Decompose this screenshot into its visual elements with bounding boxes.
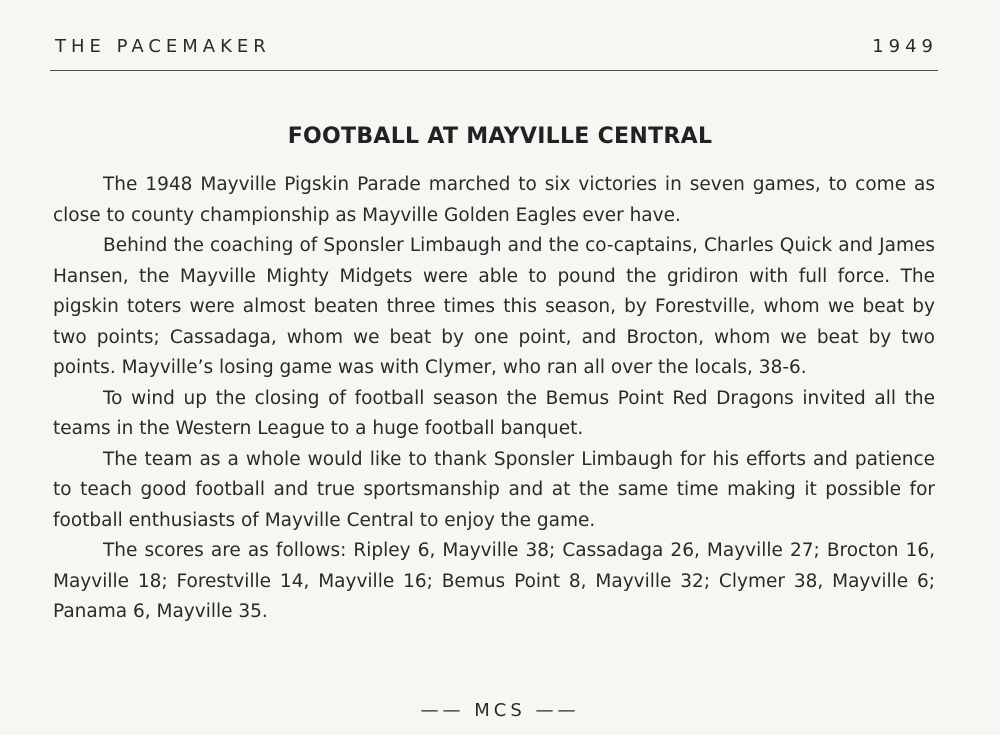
publication-name: THE PACEMAKER xyxy=(55,36,271,57)
header-divider xyxy=(50,70,938,71)
article-title: FOOTBALL AT MAYVILLE CENTRAL xyxy=(287,124,713,149)
page-footer: —— MCS —— xyxy=(420,700,580,721)
page-header xyxy=(55,36,938,62)
article-body xyxy=(53,170,935,628)
paragraph-banquet: To wind up the closing of football season the Bemus Point Red Dragons invited all the teams in the Western League to a huge football banquet. xyxy=(53,387,935,439)
paragraph-thanks: The team as a whole would like to thank Sponsler Limbaugh for his efforts and patience to teach good football and true sportsmanship and at the same time making it possible for football enthusiasts of Mayville Central to enjoy the game. xyxy=(53,448,935,531)
paragraph-coaching: Behind the coaching of Sponsler Limbaugh and the co-captains, Charles Quick and James Hansen, the Mayville Mighty Midgets were able to pound the gridiron with full force. The pigskin toters were almost beaten three times this season, by Forestville, whom we beat by two points; Cassadaga, whom we beat by one point, and Brocton, whom we beat by two points. Mayville’s losing game was with Clymer, who ran all over the locals, 38-6. xyxy=(53,235,935,378)
paragraph-intro: The 1948 Mayville Pigskin Parade marched to six victories in seven games, to come as close to county championship as Mayville Golden Eagles ever have. xyxy=(53,174,935,226)
publication-year: 1949 xyxy=(872,36,938,57)
paragraph-scores: The scores are as follows: Ripley 6, Mayville 38; Cassadaga 26, Mayville 27; Brocton 16, Mayville 18; Forestville 14, Mayville 16; Bemus Point 8, Mayville 32; Clymer 38, Mayville 6; Panama 6, Mayville 35. xyxy=(53,540,935,622)
